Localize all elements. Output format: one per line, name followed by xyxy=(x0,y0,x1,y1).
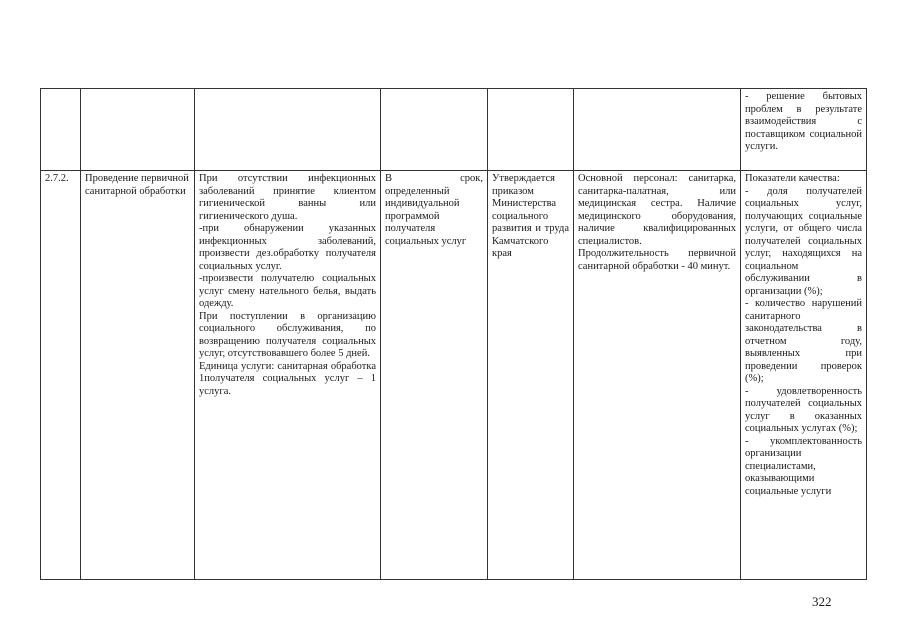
empty-cell xyxy=(81,89,195,171)
quality-indicators-cell: - решение бытовых проблем в результате взаимодействия с поставщиком социальной услуги. xyxy=(741,89,867,171)
service-description-cell: При отсутствии инфекционных заболеваний принятие клиентом гигиенической ванны или гигиенического душа. -при обнаружении указанных инфекционных заболеваний, произвести дез.обработку получателя социальных услуг. -произвести получателю социальных услуг смену нательного белья, выдать одежду. При поступлении в организацию социального обслуживания, по возвращению получателя социальных услуг, отсутствовавшего более 5 дней. Единица услуги: санитарная обработка 1получателя социальных услуг – 1 услуга. xyxy=(195,171,381,580)
empty-cell xyxy=(41,89,81,171)
quality-indicators-cell: Показатели качества: - доля получателей социальных услуг, получающих социальные услуги, от общего числа получателей социальных услуг, находящихся на социальном обслуживании в организации (%); - количество нарушений санитарного законодательства в отчетном году, выявленных при проведении проверок (%); - удовлетворенность получателей социальных услуг в оказанных социальных услугах (%); - укомплектованность организации специалистами, оказывающими социальные услуги xyxy=(741,171,867,580)
empty-cell xyxy=(574,89,741,171)
service-name-cell: Проведение первичной санитарной обработки xyxy=(81,171,195,580)
empty-cell xyxy=(381,89,488,171)
table-row xyxy=(41,171,867,580)
service-number-cell: 2.7.2. xyxy=(41,171,81,580)
empty-cell xyxy=(488,89,574,171)
page-number: 322 xyxy=(812,594,832,609)
table-row xyxy=(41,89,867,171)
services-table xyxy=(40,88,867,580)
service-price-cell: Утверждается приказом Министерства социального развития и труда Камчатского края xyxy=(488,171,574,580)
service-conditions-cell: Основной персонал: санитарка, санитарка-палатная, или медицинская сестра. Наличие медицинского оборудования, наличие квалифицированных специалистов. Продолжительность первичной санитарной обработки - 40 минут. xyxy=(574,171,741,580)
service-deadline-cell: В срок, определенный индивидуальной программой получателя социальных услуг xyxy=(381,171,488,580)
empty-cell xyxy=(195,89,381,171)
